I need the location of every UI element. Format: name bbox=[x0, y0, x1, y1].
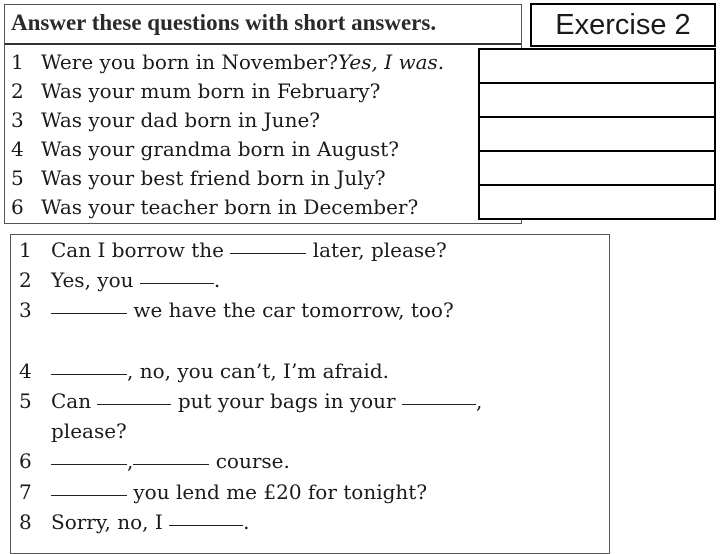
question-text: Was your teacher born in December? bbox=[41, 195, 419, 219]
blank-item bbox=[19, 446, 482, 476]
answer-blank[interactable] bbox=[97, 386, 171, 405]
item-text: Sorry, no, I bbox=[51, 509, 163, 534]
question-number: 2 bbox=[11, 79, 24, 103]
fill-blanks-list bbox=[19, 235, 482, 537]
item-text: , bbox=[475, 388, 483, 413]
item-number: 6 bbox=[19, 449, 32, 474]
item-text: . bbox=[213, 268, 221, 293]
item-text: course. bbox=[215, 449, 290, 474]
answer-blank[interactable] bbox=[51, 356, 127, 375]
heading-divider bbox=[5, 43, 521, 45]
answer-blank[interactable] bbox=[169, 507, 243, 526]
blank-item bbox=[19, 265, 482, 295]
question-item bbox=[11, 106, 444, 135]
answer-box[interactable] bbox=[480, 118, 714, 152]
item-text: Yes, you bbox=[51, 268, 134, 293]
answer-blank[interactable] bbox=[51, 477, 127, 496]
item-number: 4 bbox=[19, 358, 32, 383]
question-number: 1 bbox=[11, 50, 24, 74]
question-item bbox=[11, 77, 444, 106]
question-item bbox=[11, 48, 444, 77]
answer-blank[interactable] bbox=[133, 446, 209, 465]
question-item bbox=[11, 193, 444, 222]
question-text: Was your mum born in February? bbox=[41, 79, 381, 103]
answer-box[interactable] bbox=[480, 152, 714, 186]
question-text: Was your dad born in June? bbox=[41, 108, 321, 132]
question-number: 6 bbox=[11, 195, 24, 219]
item-text: , no, you can’t, I’m afraid. bbox=[127, 358, 389, 383]
item-text: please? bbox=[51, 419, 127, 444]
item-number: 8 bbox=[19, 509, 32, 534]
question-list bbox=[11, 48, 444, 222]
question-text: Were you born in November? bbox=[41, 50, 338, 74]
blank-spacer bbox=[19, 326, 482, 356]
questions-panel bbox=[4, 4, 522, 224]
question-text: Was your best friend born in July? bbox=[41, 166, 386, 190]
blank-item-continuation bbox=[19, 416, 482, 446]
instruction-heading: Answer these questions with short answers. bbox=[11, 10, 437, 35]
example-answer: Yes, I was. bbox=[337, 50, 445, 74]
item-text: , bbox=[127, 449, 134, 474]
answer-blank[interactable] bbox=[230, 235, 306, 254]
item-number: 1 bbox=[19, 238, 32, 262]
question-item bbox=[11, 135, 444, 164]
answer-blank[interactable] bbox=[51, 295, 127, 314]
item-number: 7 bbox=[19, 479, 32, 504]
item-text: put your bags in your bbox=[177, 388, 396, 413]
item-number: 5 bbox=[19, 388, 32, 413]
question-number: 4 bbox=[11, 137, 24, 161]
answer-blank[interactable] bbox=[51, 446, 127, 465]
question-item bbox=[11, 164, 444, 193]
blank-item bbox=[19, 507, 482, 537]
answer-grid bbox=[478, 48, 716, 220]
answer-box[interactable] bbox=[480, 50, 714, 84]
blank-item bbox=[19, 477, 482, 507]
question-number: 3 bbox=[11, 108, 24, 132]
answer-box[interactable] bbox=[480, 186, 714, 218]
blank-item bbox=[19, 356, 482, 386]
item-text: . bbox=[243, 509, 250, 534]
item-text: you lend me £20 for tonight? bbox=[133, 479, 428, 504]
item-text: later, please? bbox=[312, 238, 447, 262]
answer-blank[interactable] bbox=[140, 265, 214, 284]
question-text: Was your grandma born in August? bbox=[41, 137, 400, 161]
blank-item bbox=[19, 235, 482, 265]
blank-item bbox=[19, 295, 482, 325]
answer-box[interactable] bbox=[480, 84, 714, 118]
answer-blank[interactable] bbox=[402, 386, 476, 405]
item-number: 3 bbox=[19, 298, 32, 323]
blank-item bbox=[19, 386, 482, 416]
item-text: Can bbox=[51, 388, 92, 413]
item-text: Can I borrow the bbox=[51, 238, 224, 262]
item-number: 2 bbox=[19, 268, 32, 293]
item-text: we have the car tomorrow, too? bbox=[133, 298, 454, 323]
exercise-label: Exercise 2 bbox=[530, 3, 716, 47]
question-number: 5 bbox=[11, 166, 24, 190]
fill-blanks-panel bbox=[10, 234, 610, 554]
